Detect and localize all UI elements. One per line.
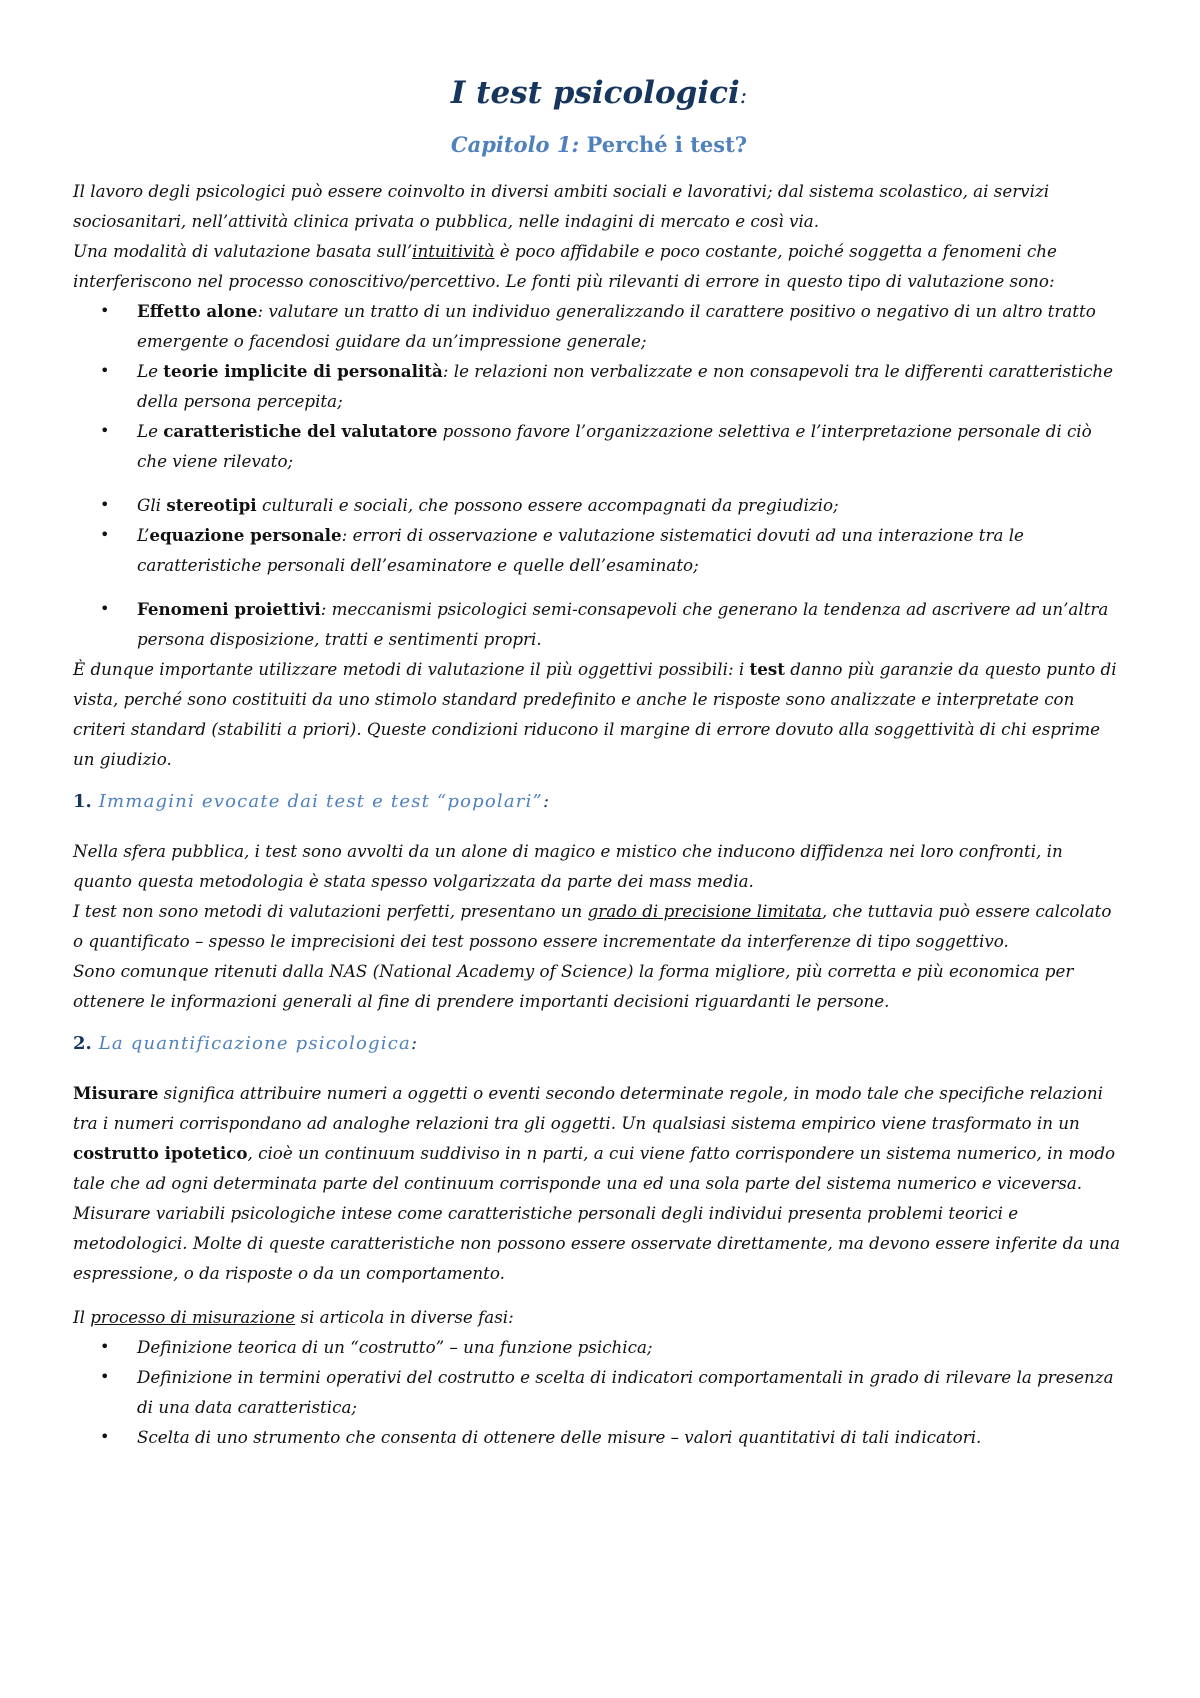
list-item: • Le teorie implicite di personalità: le relazioni non verbalizzate e non consapevoli tra le differenti caratteristiche della persona percepita;: [137, 356, 1125, 416]
error-sources-list-end: [73, 594, 1125, 654]
section-1-paragraph-3: Sono comunque ritenuti dalla NAS (National Academy of Science) la forma migliore, più corretta e più economica per ottenere le informazioni generali al fine di prendere importanti decisioni riguardanti le persone.: [73, 961, 1074, 1011]
section-2-paragraph-2: Misurare variabili psicologiche intese come caratteristiche personali degli individui presenta problemi teorici e metodologici. Molte di queste caratteristiche non possono essere osservate direttamente, ma devono essere inferite da una espressione, o da risposte o da un comportamento.: [73, 1203, 1121, 1283]
error-sources-list-continued: [73, 490, 1125, 580]
section-1-paragraph-2: I test non sono metodi di valutazioni perfetti, presentano un grado di precisione limitata, che tuttavia può essere calcolato o quantificato – spesso le imprecisioni dei test possono essere incrementate da interferenze di tipo soggettivo.: [73, 901, 1112, 951]
spacer: [73, 476, 1125, 490]
bullet-icon: •: [100, 1367, 110, 1386]
list-item: • Definizione teorica di un “costrutto” – una funzione psichica;: [137, 1332, 1125, 1362]
intro-paragraph-2: Una modalità di valutazione basata sull’intuitività è poco affidabile e poco costante, poiché soggetta a fenomeni che interferiscono nel processo conoscitivo/percettivo. Le fonti più rilevanti di errore in questo tipo di valutazione sono:: [73, 241, 1057, 291]
chapter-prefix: Capitolo 1:: [450, 132, 580, 157]
section-2-heading: 2. La quantificazione psicologica:: [73, 1033, 418, 1054]
chapter-heading: [73, 130, 1125, 160]
list-item: • Le caratteristiche del valutatore possono favore l’organizzazione selettiva e l’interpretazione personale di ciò che viene rilevato;: [137, 416, 1125, 476]
conclusion-paragraph: È dunque importante utilizzare metodi di valutazione il più oggettivi possibili: i test danno più garanzie da questo punto di vista, perché sono costituiti da uno stimolo standard predefinito e anche le risposte sono analizzate e interpretate con criteri standard (stabiliti a priori). Queste condizioni riducono il margine di errore dovuto alla soggettività di chi esprime un giudizio.: [73, 659, 1117, 769]
list-item: • Scelta di uno strumento che consenta di ottenere delle misure – valori quantitativi di tali indicatori.: [137, 1422, 1125, 1452]
list-item: • Gli stereotipi culturali e sociali, che possono essere accompagnati da pregiudizio;: [137, 490, 1125, 520]
error-sources-list: [73, 296, 1125, 476]
bullet-icon: •: [100, 1427, 110, 1446]
list-item: • Definizione in termini operativi del costrutto e scelta di indicatori comportamentali in grado di rilevare la presenza di una data caratteristica;: [137, 1362, 1125, 1422]
list-item: • Fenomeni proiettivi: meccanismi psicologici semi-consapevoli che generano la tendenza ad ascrivere ad un’altra persona disposizione, tratti e sentimenti propri.: [137, 594, 1125, 654]
bullet-icon: •: [100, 495, 110, 514]
section-1-paragraph-1: Nella sfera pubblica, i test sono avvolti da un alone di magico e mistico che inducono diffidenza nei loro confronti, in quanto questa metodologia è stata spesso volgarizzata da parte dei mass media.: [73, 841, 1063, 891]
bullet-icon: •: [100, 361, 110, 380]
intro-paragraph-1: Il lavoro degli psicologici può essere coinvolto in diversi ambiti sociali e lavorativi; dal sistema scolastico, ai servizi sociosanitari, nell’attività clinica privata o pubblica, nelle indagini di mercato e così via.: [73, 181, 1050, 231]
spacer: [73, 580, 1125, 594]
bullet-icon: •: [100, 1337, 110, 1356]
bullet-icon: •: [100, 525, 110, 544]
measurement-phases-list: [73, 1332, 1125, 1452]
page-title: I test psicologici:: [450, 75, 748, 111]
list-item: • L’equazione personale: errori di osservazione e valutazione sistematici dovuti ad una interazione tra le caratteristiche personali dell’esaminatore e quelle dell’esaminato;: [137, 520, 1125, 580]
section-1-heading: 1. Immagini evocate dai test e test “popolari”:: [73, 791, 550, 812]
bullet-icon: •: [100, 599, 110, 618]
list-item: • Effetto alone: valutare un tratto di un individuo generalizzando il carattere positivo o negativo di un altro tratto emergente o facendosi guidare da un’impressione generale;: [137, 296, 1125, 356]
section-2-paragraph-3: Il processo di misurazione si articola in diverse fasi:: [73, 1307, 514, 1327]
chapter-title: Perché i test?: [579, 132, 748, 157]
bullet-icon: •: [100, 421, 110, 440]
spacer: [73, 1288, 1125, 1302]
bullet-icon: •: [100, 301, 110, 320]
section-2-paragraph-1: Misurare significa attribuire numeri a oggetti o eventi secondo determinate regole, in modo tale che specifiche relazioni tra i numeri corrispondano ad analoghe relazioni tra gli oggetti. Un qualsiasi sistema empirico viene trasformato in un costrutto ipotetico, cioè un continuum suddiviso in n parti, a cui viene fatto corrispondere un sistema numerico, in modo tale che ad ogni determinata parte del continuum corrisponde una ed una sola parte del sistema numerico e viceversa.: [73, 1083, 1116, 1193]
